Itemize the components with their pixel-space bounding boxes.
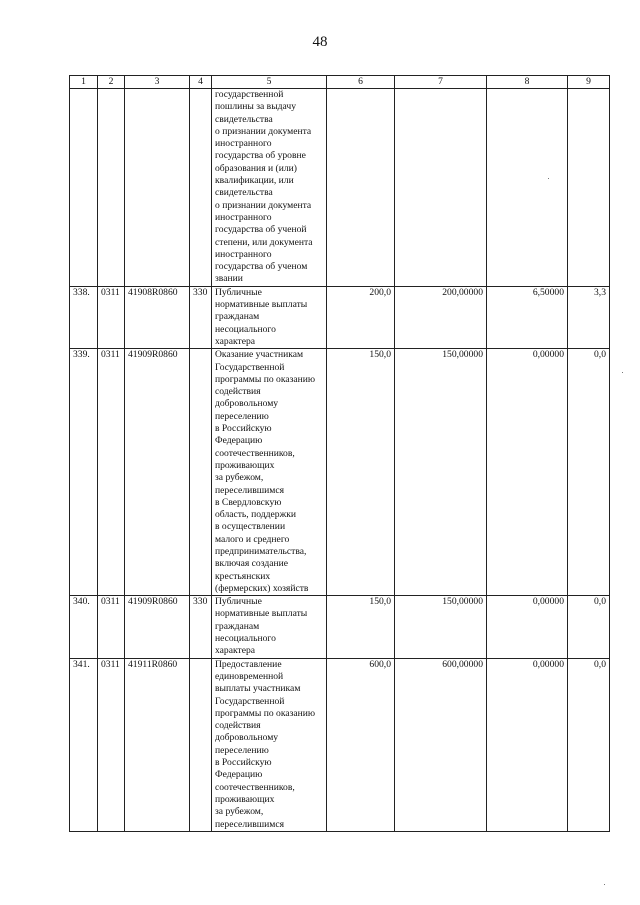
- section-code: 0311: [98, 658, 125, 831]
- amount-col7: 200,00000: [395, 286, 487, 348]
- col-header-4: 4: [190, 76, 212, 89]
- expense-type: [190, 658, 212, 831]
- col-header-7: 7: [395, 76, 487, 89]
- target-code: 41909R0860: [125, 596, 190, 658]
- row-number: 339.: [70, 349, 98, 596]
- amount-col8: 6,50000: [487, 286, 568, 348]
- col-header-3: 3: [125, 76, 190, 89]
- budget-table: [69, 75, 610, 832]
- header-row: [70, 76, 610, 89]
- table-row: [70, 658, 610, 831]
- section-code: 0311: [98, 596, 125, 658]
- row-number: 340.: [70, 596, 98, 658]
- table-row: [70, 349, 610, 596]
- amount-col8: [487, 89, 568, 287]
- amount-col9: 3,3: [568, 286, 610, 348]
- scan-speck: [622, 372, 623, 373]
- row-number: [70, 89, 98, 287]
- target-code: [125, 89, 190, 287]
- col-header-2: 2: [98, 76, 125, 89]
- table-row: [70, 596, 610, 658]
- row-description: Предоставление единовременной выплаты участникам Государственной программы по оказанию содействия добровольному переселению в Российскую Федерацию соотечественников, проживающих за рубежом, переселившимся: [212, 658, 327, 831]
- amount-col9: 0,0: [568, 349, 610, 596]
- row-number: 341.: [70, 658, 98, 831]
- scan-speck: [604, 884, 605, 885]
- expense-type: 330: [190, 286, 212, 348]
- row-description: Публичные нормативные выплаты гражданам несоциального характера: [212, 286, 327, 348]
- amount-col6: 150,0: [327, 596, 395, 658]
- page-number: 48: [312, 34, 328, 50]
- amount-col6: 200,0: [327, 286, 395, 348]
- amount-col9: 0,0: [568, 658, 610, 831]
- amount-col7: 600,00000: [395, 658, 487, 831]
- scan-speck: [548, 178, 549, 179]
- section-code: [98, 89, 125, 287]
- row-description: Оказание участникам Государственной программы по оказанию содействия добровольному переселению в Российскую Федерацию соотечественников, проживающих за рубежом, переселившимся в Свердловскую область, поддержки в осуществлении малого и среднего предпринимательства, включая создание крестьянских (фермерских) хозяйств: [212, 349, 327, 596]
- amount-col9: [568, 89, 610, 287]
- row-description: Публичные нормативные выплаты гражданам несоциального характера: [212, 596, 327, 658]
- target-code: 41911R0860: [125, 658, 190, 831]
- section-code: 0311: [98, 286, 125, 348]
- expense-type: [190, 349, 212, 596]
- col-header-5: 5: [212, 76, 327, 89]
- col-header-8: 8: [487, 76, 568, 89]
- table-row: [70, 89, 610, 287]
- section-code: 0311: [98, 349, 125, 596]
- target-code: 41909R0860: [125, 349, 190, 596]
- amount-col6: [327, 89, 395, 287]
- amount-col7: 150,00000: [395, 349, 487, 596]
- amount-col8: 0,00000: [487, 596, 568, 658]
- target-code: 41908R0860: [125, 286, 190, 348]
- amount-col6: 600,0: [327, 658, 395, 831]
- row-description: государственной пошлины за выдачу свидетельства о признании документа иностранного государства об уровне образования и (или) квалификации, или свидетельства о признании документа иностранного государства об ученой степени, или документа иностранного государства об ученом звании: [212, 89, 327, 287]
- expense-type: [190, 89, 212, 287]
- col-header-9: 9: [568, 76, 610, 89]
- amount-col6: 150,0: [327, 349, 395, 596]
- amount-col7: [395, 89, 487, 287]
- col-header-6: 6: [327, 76, 395, 89]
- amount-col8: 0,00000: [487, 658, 568, 831]
- expense-type: 330: [190, 596, 212, 658]
- table-row: [70, 286, 610, 348]
- amount-col8: 0,00000: [487, 349, 568, 596]
- col-header-1: 1: [70, 76, 98, 89]
- amount-col7: 150,00000: [395, 596, 487, 658]
- amount-col9: 0,0: [568, 596, 610, 658]
- row-number: 338.: [70, 286, 98, 348]
